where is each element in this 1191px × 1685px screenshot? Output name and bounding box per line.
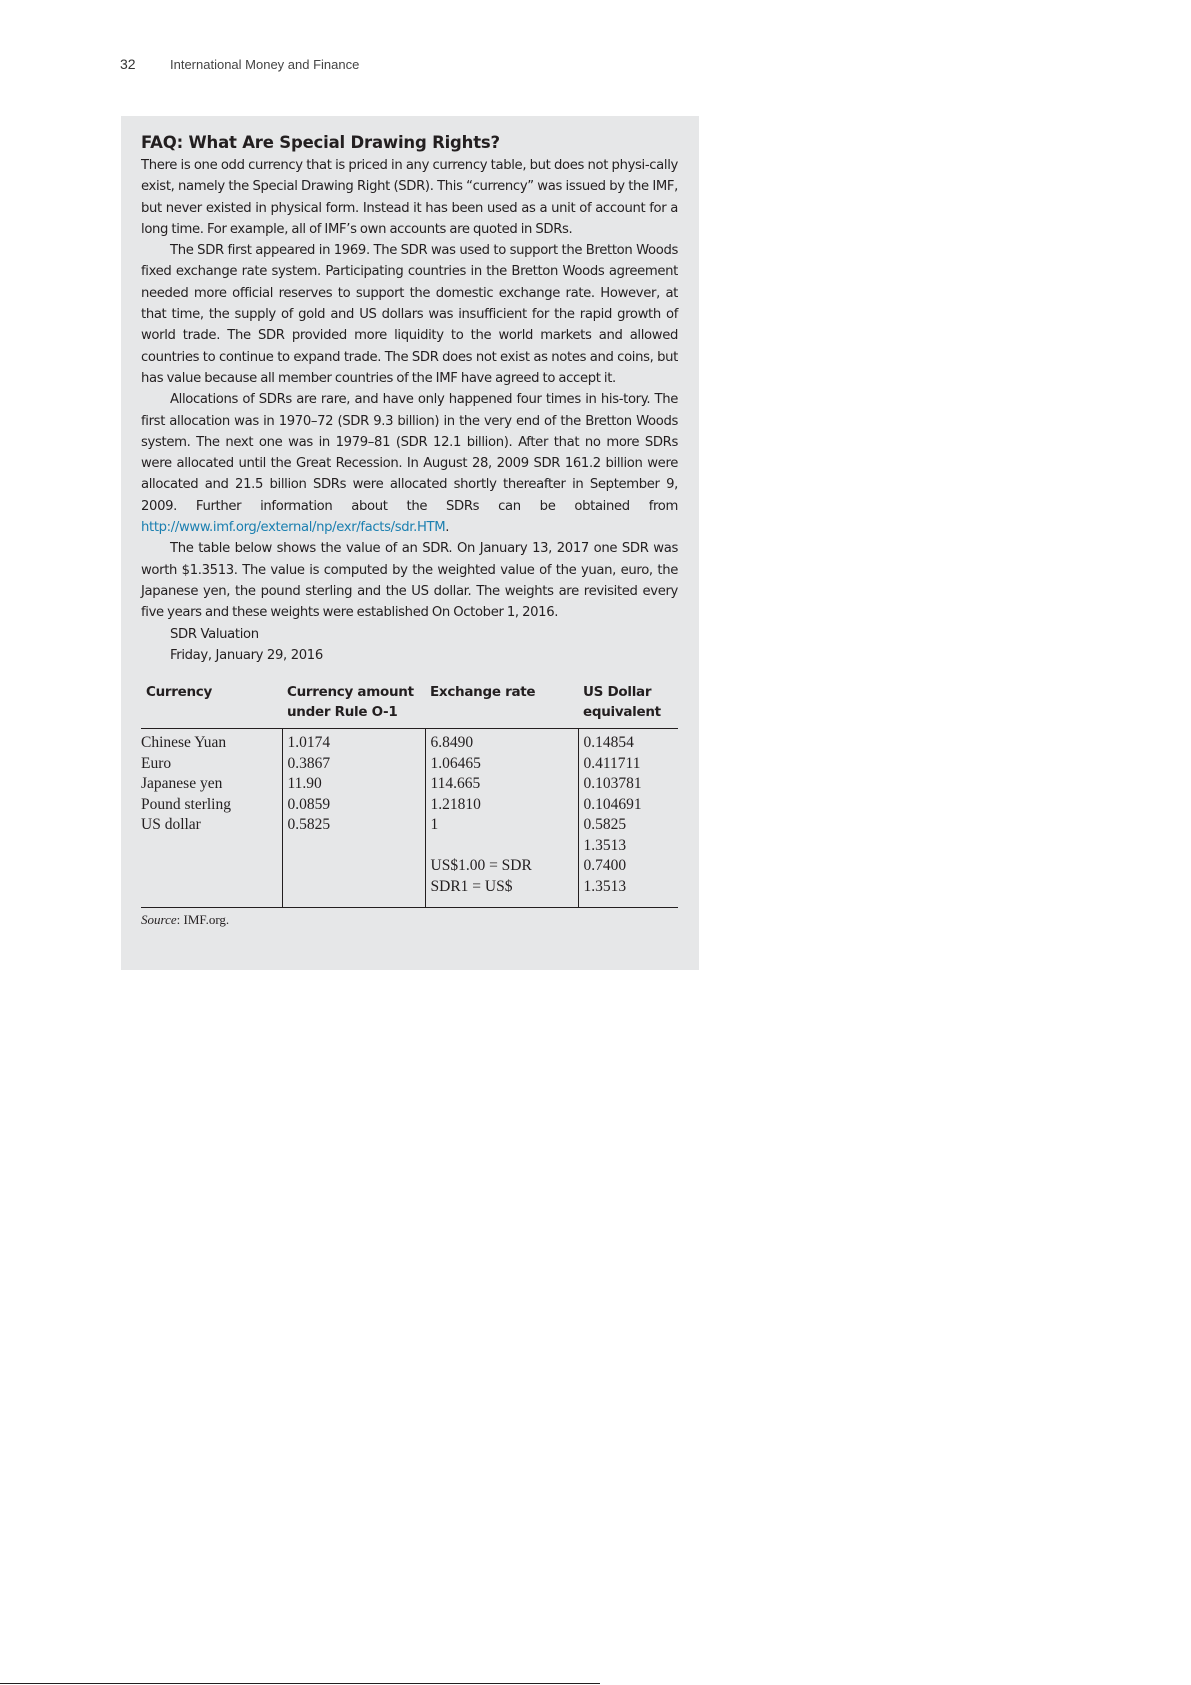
table-date: Friday, January 29, 2016 [170,647,323,663]
cell-usd: 0.103781 [578,774,678,795]
source-label: Source [141,912,177,928]
cell-amount [282,836,425,857]
table-row [141,815,678,836]
cell-currency [141,877,282,908]
cell-rate: 114.665 [425,774,578,795]
table-row [141,729,678,754]
faq-paragraph-2: The SDR first appeared in 1969. The SDR was used to support the Bretton Woods fixed exchange rate system. Participating countries in the Bretton Woods agreement needed more official reserves to support the domestic exchange rate. However, at that time, the supply of gold and US dollars was insufficient for the rapid growth of world trade. The SDR provided more liquidity to the world markets and allowed countries to continue to expand trade. The SDR does not exist as notes and coins, but has value because all member countries of the IMF have agreed to accept it. [141,243,678,386]
cell-currency [141,856,282,877]
table-row [141,856,678,877]
cell-amount [282,877,425,908]
table-source [141,912,678,928]
header-us-dollar-equivalent: US Dollar equivalent [578,678,678,729]
book-title: International Money and Finance [170,57,360,72]
cell-rate: SDR1 = US$ [425,877,578,908]
table-row [141,836,678,857]
cell-usd: 1.3513 [578,836,678,857]
faq-paragraph-4: The table below shows the value of an SDR. On January 13, 2017 one SDR was worth $1.3513. The value is computed by the weighted value of the yuan, euro, the Japanese yen, the pound sterling and the US dollar. The weights are revisited every five years and these weights were established On October 1, 2016. [141,541,678,621]
cell-rate: US$1.00 = SDR [425,856,578,877]
cell-usd: 0.5825 [578,815,678,836]
cell-usd: 1.3513 [578,877,678,908]
cell-currency: Euro [141,754,172,772]
cell-currency [141,836,282,857]
cell-amount: 0.3867 [282,754,425,775]
source-text: : IMF.org. [176,912,230,928]
cell-usd: 0.14854 [578,729,678,754]
header-currency-amount: Currency amount under Rule O-1 [282,678,425,729]
footer-rule [0,1683,600,1684]
faq-box [121,116,699,970]
cell-usd: 0.411711 [578,754,678,775]
cell-rate [425,836,578,857]
cell-rate: 1 [425,815,578,836]
cell-currency: US dollar [141,816,201,834]
table-caption: SDR Valuation [170,626,259,642]
cell-currency: Chinese Yuan [141,734,227,752]
cell-currency: Japanese yen [141,775,223,793]
faq-paragraph-3 [141,389,678,538]
cell-usd: 0.104691 [578,795,678,816]
imf-sdr-link[interactable]: http://www.imf.org/external/np/exr/facts/sdr.HTM [141,520,446,536]
table-header-row [141,678,678,729]
faq-paragraph-1: There is one odd currency that is priced in any currency table, but does not physi-cally exist, namely the Special Drawing Right (SDR). This “currency” was issued by the IMF, but never existed in physical form. Instead it has been used as a unit of account for a long time. For example, all of IMF’s own accounts are quoted in SDRs. [141,158,678,237]
cell-amount: 0.0859 [282,795,425,816]
table-row [141,754,678,775]
faq-paragraph-3-text: Allocations of SDRs are rare, and have only happened four times in his-tory. The first allocation was in 1970–72 (SDR 9.3 billion) in the very end of the Bretton Woods system. The next one was in 1979–81 (SDR 12.1 billion). After that no more SDRs were allocated until the Great Recession. In August 28, 2009 SDR 161.2 billion were allocated and 21.5 billion SDRs were allocated shortly thereafter in September 9, 2009. Further information about the SDRs can be obtained from [141,392,678,514]
cell-rate: 6.8490 [425,729,578,754]
running-head [120,56,359,72]
cell-amount: 11.90 [282,774,425,795]
faq-title: FAQ: What Are Special Drawing Rights? [141,133,500,152]
cell-rate: 1.21810 [425,795,578,816]
table-row [141,774,678,795]
table-row [141,877,678,908]
cell-rate: 1.06465 [425,754,578,775]
faq-paragraph-3-end: . [445,520,450,536]
cell-amount: 0.5825 [282,815,425,836]
cell-currency: Pound sterling [141,795,231,813]
cell-usd: 0.7400 [578,856,678,877]
cell-amount: 1.0174 [282,729,425,754]
header-exchange-rate: Exchange rate [425,678,578,729]
header-currency: Currency [141,678,282,729]
cell-amount [282,856,425,877]
sdr-valuation-table [141,678,678,908]
table-row [141,795,678,816]
page-number: 32 [120,56,136,72]
